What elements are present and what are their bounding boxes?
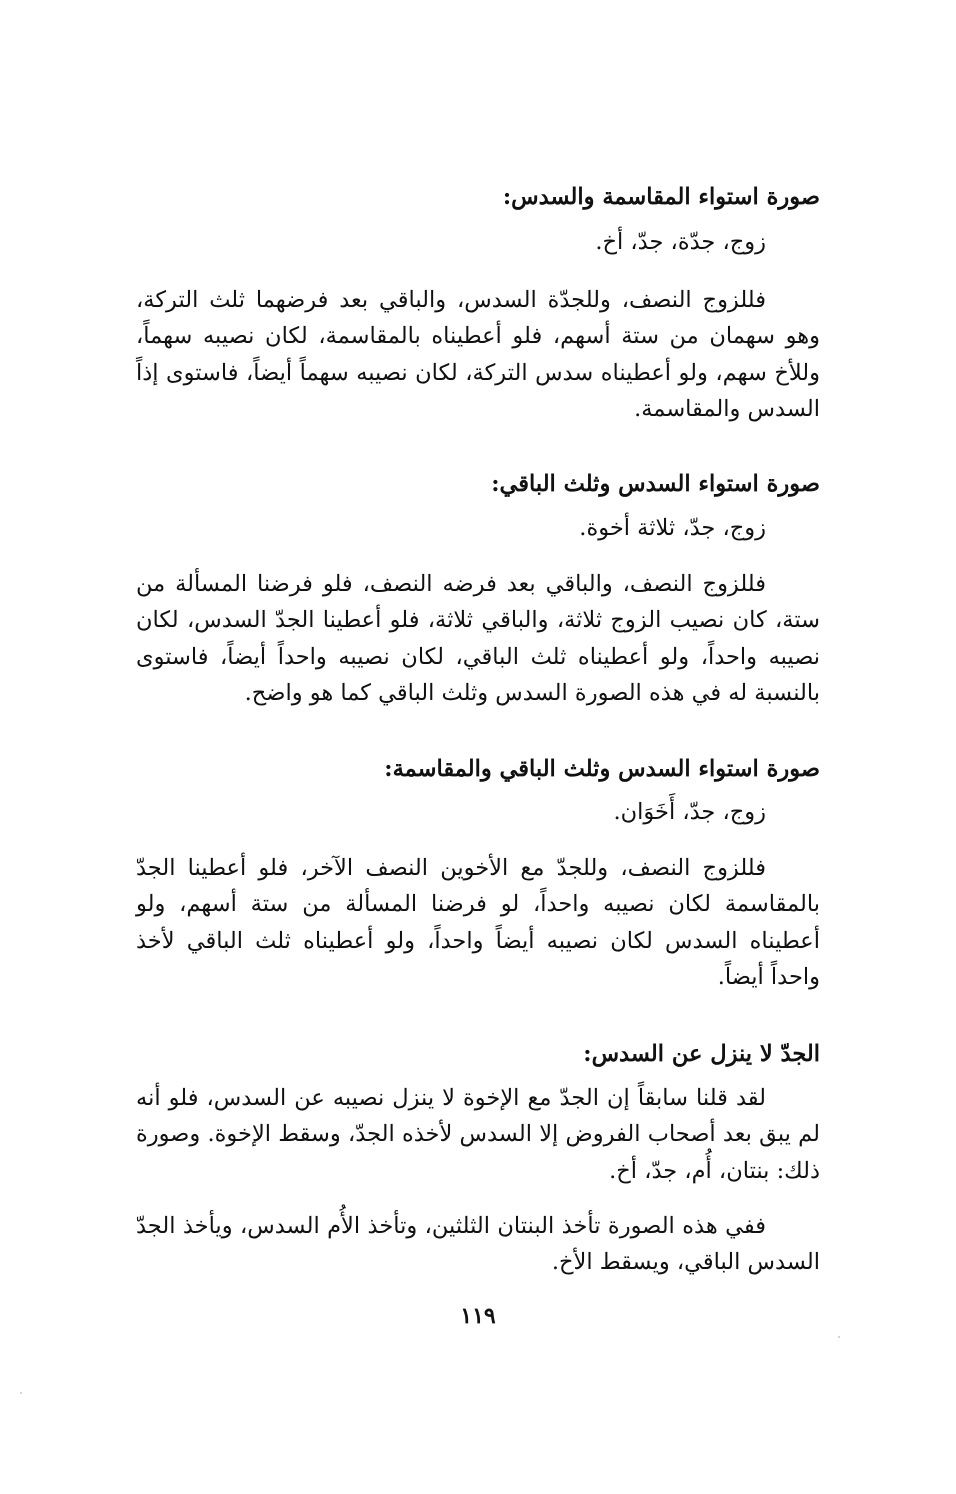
section-heading-4: الجدّ لا ينزل عن السدس:: [583, 1041, 820, 1067]
section-heading-1: صورة استواء المقاسمة والسدس:: [502, 184, 820, 210]
page-number: ١١٩: [460, 1303, 496, 1329]
section-body-1: فللزوج النصف، وللجدّة السدس، والباقي بعد فرضهما ثلث التركة، وهو سهمان من ستة أسهم، فلو أعطيناه بالمقاسمة، لكان نصيبه سهماً، وللأخ سهم، ولو أعطيناه سدس التركة، لكان نصيبه سهماً أيضاً، فاستوى إذاً السدس والمقاسمة.: [136, 287, 820, 423]
section-body-3: فللزوج النصف، وللجدّ مع الأخوين النصف الآخر، فلو أعطينا الجدّ بالمقاسمة لكان نصيبه واحداً، لو فرضنا المسألة من ستة أسهم، ولو أعطيناه السدس لكان نصيبه أيضاً واحداً، ولو أعطيناه ثلث الباقي لأخذ واحداً أيضاً.: [136, 855, 820, 991]
section-heading-3: صورة استواء السدس وثلث الباقي والمقاسمة:: [384, 756, 820, 782]
scan-speck: [838, 1336, 840, 1338]
section-heading-2: صورة استواء السدس وثلث الباقي:: [491, 471, 820, 497]
section-example-2: زوج، جدّ، ثلاثة أخوة.: [579, 515, 766, 541]
scan-speck: [20, 1392, 22, 1394]
section-example-3: زوج، جدّ، أَخَوَان.: [613, 799, 766, 825]
section-body-2: فللزوج النصف، والباقي بعد فرضه النصف، فلو فرضنا المسألة من ستة، كان نصيب الزوج ثلاثة، والباقي ثلاثة، فلو أعطينا الجدّ السدس، لكان نصيبه واحداً، ولو أعطيناه ثلث الباقي، لكان نصيبه واحداً أيضاً، فاستوى بالنسبة له في هذه الصورة السدس وثلث الباقي كما هو واضح.: [136, 571, 820, 707]
section-example-1: زوج، جدّة، جدّ، أخ.: [595, 229, 766, 255]
section-body-4b: ففي هذه الصورة تأخذ البنتان الثلثين، وتأخذ الأُم السدس، ويأخذ الجدّ السدس الباقي، ويسقط الأخ.: [136, 1213, 820, 1276]
section-body-4: لقد قلنا سابقاً إن الجدّ مع الإخوة لا ينزل نصيبه عن السدس، فلو أنه لم يبق بعد أصحاب الفروض إلا السدس لأخذه الجدّ، وسقط الإخوة. وصورة ذلك: بنتان، أُم، جدّ، أخ.: [136, 1085, 820, 1184]
